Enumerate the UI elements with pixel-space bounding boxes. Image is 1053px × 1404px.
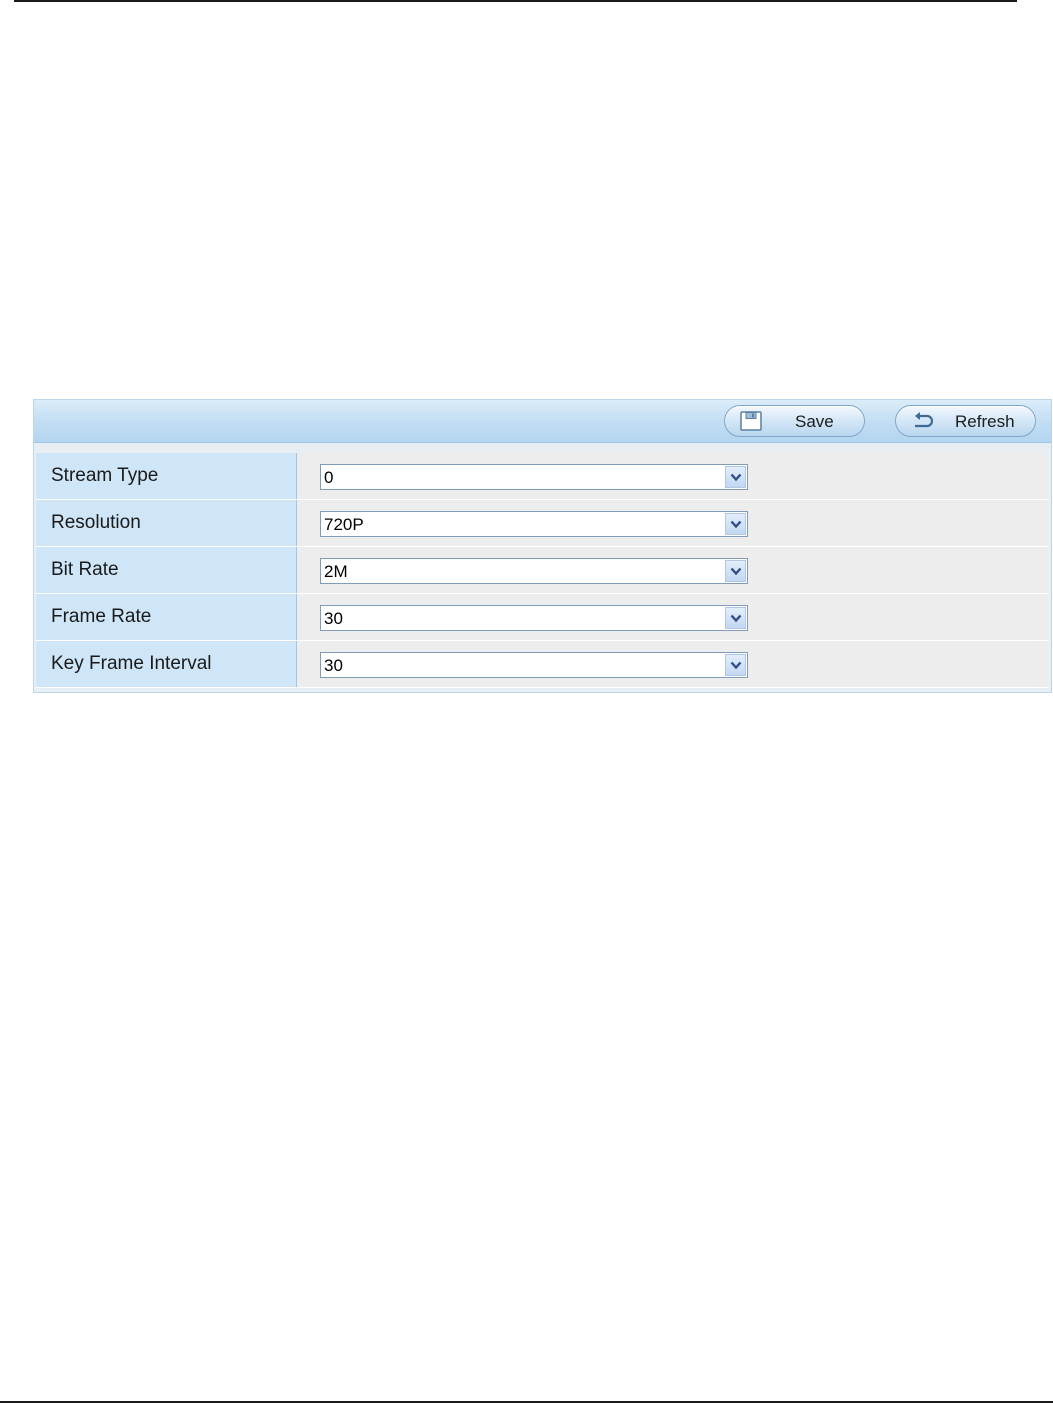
value-cell — [298, 594, 1049, 640]
frame-rate-value: 30 — [324, 609, 343, 628]
bit-rate-select[interactable] — [320, 558, 748, 584]
row-stream-type — [36, 453, 1049, 500]
key-frame-interval-label: Key Frame Interval — [51, 653, 212, 674]
refresh-button[interactable] — [895, 405, 1036, 437]
value-cell — [298, 547, 1049, 593]
value-cell — [298, 641, 1049, 687]
save-button-label: Save — [795, 412, 834, 431]
key-frame-interval-value: 30 — [324, 656, 343, 675]
refresh-arrow-icon — [910, 411, 934, 431]
row-frame-rate — [36, 594, 1049, 641]
stream-type-select[interactable] — [320, 464, 748, 490]
resolution-label: Resolution — [51, 512, 141, 533]
row-key-frame-interval — [36, 641, 1049, 688]
label-cell — [36, 500, 297, 546]
value-cell — [298, 453, 1049, 499]
toolbar — [34, 400, 1051, 443]
label-cell — [36, 453, 297, 499]
bit-rate-label: Bit Rate — [51, 559, 119, 580]
stream-type-value: 0 — [324, 468, 334, 487]
floppy-disk-icon — [739, 411, 763, 431]
key-frame-interval-select[interactable] — [320, 652, 748, 678]
chevron-down-icon[interactable] — [725, 607, 746, 629]
video-settings-panel — [33, 399, 1052, 693]
frame-rate-select[interactable] — [320, 605, 748, 631]
value-cell — [298, 500, 1049, 546]
save-button[interactable] — [724, 405, 865, 437]
row-resolution — [36, 500, 1049, 547]
chevron-down-icon[interactable] — [725, 654, 746, 676]
footer-rule — [0, 1401, 1053, 1403]
frame-rate-label: Frame Rate — [51, 606, 152, 627]
resolution-value: 720P — [324, 515, 364, 534]
chevron-down-icon[interactable] — [725, 560, 746, 582]
bit-rate-value: 2M — [324, 562, 348, 581]
row-bit-rate — [36, 547, 1049, 594]
chevron-down-icon[interactable] — [725, 466, 746, 488]
resolution-select[interactable] — [320, 511, 748, 537]
chevron-down-icon[interactable] — [725, 513, 746, 535]
label-cell — [36, 594, 297, 640]
label-cell — [36, 547, 297, 593]
label-cell — [36, 641, 297, 687]
settings-table — [36, 453, 1049, 688]
refresh-button-label: Refresh — [955, 412, 1015, 431]
header-rule — [14, 0, 1017, 2]
stream-type-label: Stream Type — [51, 465, 159, 486]
